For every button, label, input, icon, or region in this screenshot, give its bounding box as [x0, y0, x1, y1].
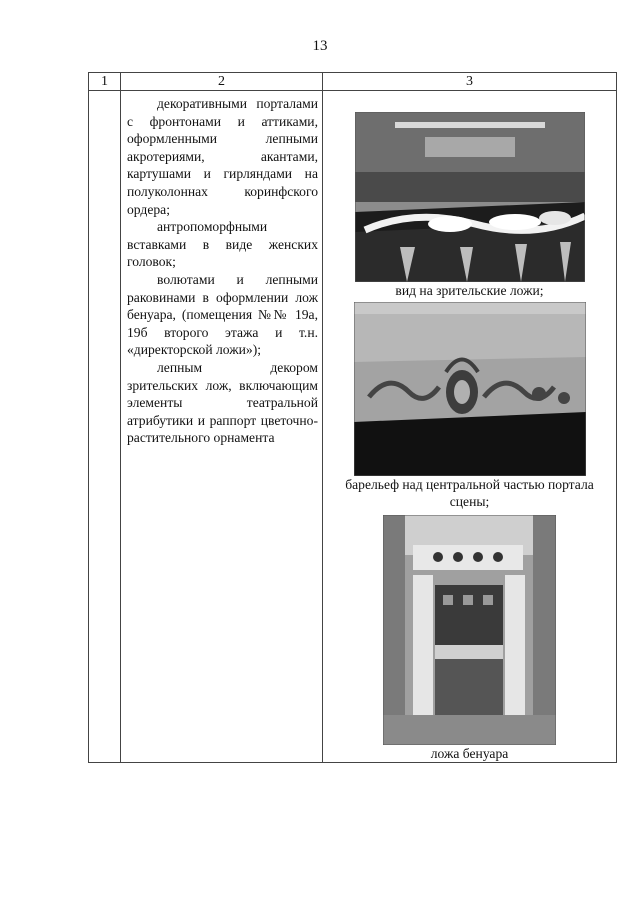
- description-paragraph: декоративными порталами с фронтонами и аттиками, оформленными лепными акротериями, акантами, картушами и гирляндами на полуколоннах коринфского ордера;: [127, 96, 318, 217]
- photo-caption: барельеф над центральной частью портала сцены;: [345, 477, 594, 509]
- benoir-box-photo: [383, 515, 556, 745]
- photos-cell: [323, 91, 617, 763]
- row-number-cell: [89, 91, 121, 763]
- table-row: [89, 91, 617, 763]
- page-number: 13: [312, 38, 328, 54]
- description-paragraph: волютами и лепными раковинами в оформлении лож бенуара, (помещения №№ 19а, 19б второго этажа и т.н. «директорской ложи»);: [127, 271, 318, 358]
- photo-caption: ложа бенуара: [430, 746, 509, 761]
- column-header-1: 1: [89, 73, 121, 91]
- theater-boxes-photo: [355, 112, 585, 282]
- description-paragraph: антропоморфными вставками в виде женских головок;: [127, 219, 318, 270]
- bas-relief-photo: [354, 302, 586, 476]
- description-cell: [121, 91, 323, 763]
- heritage-table: [88, 72, 617, 763]
- photo-caption: вид на зрительские ложи;: [395, 283, 544, 298]
- column-header-2: 2: [121, 73, 323, 91]
- column-header-3: 3: [323, 73, 617, 91]
- table-header-row: [89, 73, 617, 91]
- description-paragraph: лепным декором зрительских лож, включающим элементы театральной атрибутики и раппорт цветочно-растительного орнамента: [127, 359, 318, 446]
